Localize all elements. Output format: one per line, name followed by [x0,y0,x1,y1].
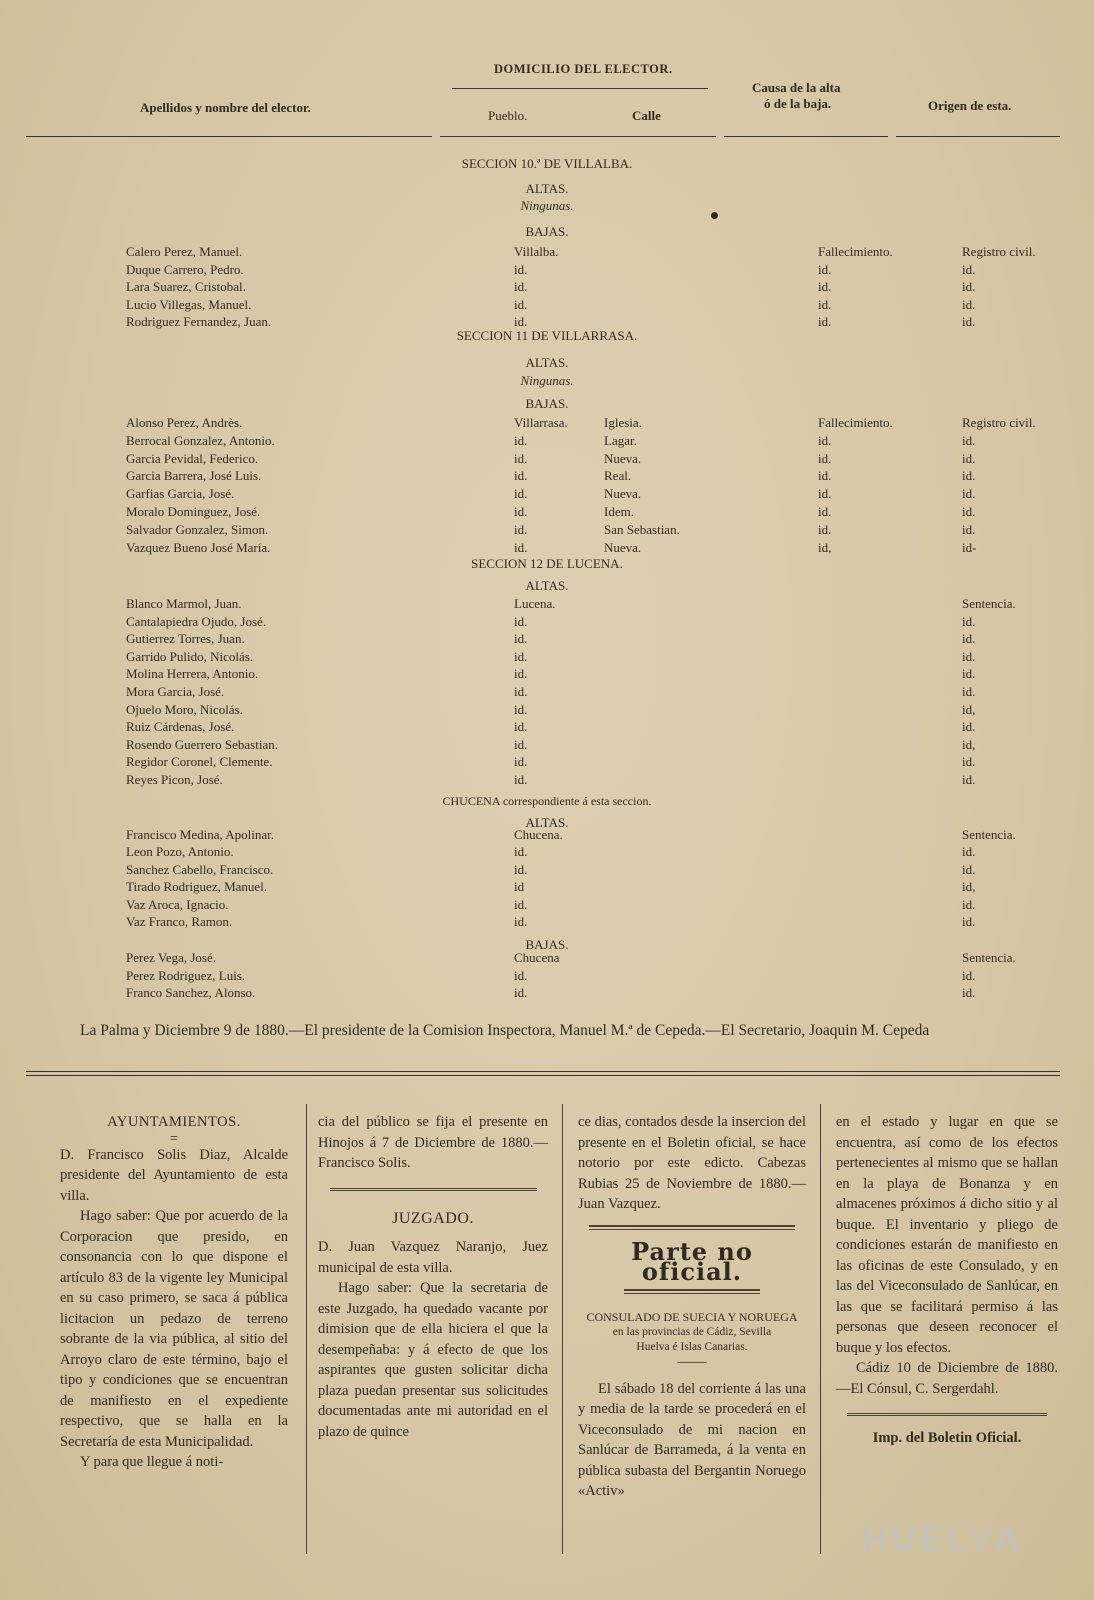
pueblo-cell: id. [514,521,528,537]
elector-name: Tirado Rodriguez, Manuel. [126,879,268,895]
origen-cell: Sentencia. [962,950,1016,965]
footer-rule [26,1071,1060,1072]
table-row [0,297,1094,315]
table-row [0,649,1094,667]
juez-paragraph: D. Juan Vazquez Naranjo, Juez municipal de esta villa. [318,1239,548,1276]
elector-name: Blanco Marmol, Juan. [126,596,242,611]
footer-rule-2 [26,1075,1060,1076]
causa-cell: Fallecimiento. [818,415,893,430]
table-row [0,719,1094,737]
origen-cell: id. [962,772,976,787]
table-row [0,279,1094,297]
domicilio-rule [452,88,708,89]
ink-spot [711,212,718,219]
causa-cell: id. [818,504,832,519]
origen-cell: id- [962,539,977,555]
section-10-ningunas: Ningunas. [520,198,574,213]
pueblo-cell: id. [514,914,528,929]
consul-signature: Cádiz 10 de Diciembre de 1880.—El Cónsul, C. Sergerdahl. [836,1360,1058,1397]
column-divider-3 [820,1104,821,1554]
table-row [0,433,1094,451]
juzgado-title: JUZGADO. [392,1209,474,1227]
pueblo-cell: id. [514,486,528,502]
edicto-paragraph: ce dias, contados desde la insercion del presente en el Boletin oficial, se hace notorio por este edicto. Cabezas Rubias 25 de Noviembre de 1880.—Juan Vazquez. [578,1114,806,1212]
table-row [0,684,1094,702]
origen-cell: id. [962,914,976,929]
causa-cell: id. [818,468,832,484]
hinojos-paragraph: cia del público se fija el presente en Hinojos á 7 de Diciembre de 1880.—Francisco Solis. [318,1114,548,1171]
elector-name: Reyes Picon, José. [126,772,223,787]
calle-cell: Idem. [604,504,634,519]
elector-name: Perez Vega, José. [126,950,217,965]
pueblo-cell: id [514,879,525,895]
elector-name: Leon Pozo, Antonio. [126,844,234,860]
causa-cell: id. [818,261,832,277]
table-row [0,451,1094,469]
pueblo-cell: Lucena. [514,596,556,611]
origen-cell: id. [962,486,976,502]
pueblo-cell: id. [514,279,528,294]
column-juzgado [318,1112,548,1442]
calle-cell: San Sebastian. [604,521,680,537]
pueblo-cell: id. [514,468,528,484]
origen-cell: id, [962,879,976,895]
pueblo-cell: id. [514,539,528,555]
table-row [0,486,1094,504]
calle-cell: Nueva. [604,450,642,466]
origen-cell: id. [962,450,976,466]
origen-cell: id, [962,736,976,752]
table-row [0,540,1094,558]
table-row [0,844,1094,862]
elector-name: Duque Carrero, Pedro. [126,261,244,277]
table-row [0,862,1094,880]
table-row [0,522,1094,540]
causa-cell: Fallecimiento. [818,244,893,259]
origen-cell: id. [962,985,976,1000]
column-ayuntamientos [60,1112,288,1473]
domicilio-header: DOMICILIO DEL ELECTOR. [494,62,673,76]
title-dash: = [169,1130,179,1147]
calle-header: Calle [632,108,661,123]
causa-cell: id. [818,279,832,294]
elector-name: Sanchez Cabello, Francisco. [126,861,274,877]
origen-cell: id. [962,861,976,877]
causa-cell: id. [818,521,832,537]
origen-cell: id. [962,432,976,448]
consulado-dash: —— [677,1353,707,1370]
table-row [0,666,1094,684]
pueblo-cell: id. [514,772,528,787]
header-rule-4 [896,136,1060,137]
causa-cell: id, [818,539,832,555]
elector-name: Cantalapiedra Ojudo, José. [126,613,267,629]
calle-cell: Iglesia. [604,415,642,430]
table-row [0,614,1094,632]
table-row [0,702,1094,720]
section-10-bajas: BAJAS. [525,224,569,239]
origen-cell: id, [962,701,976,717]
elector-name: Mora Garcia, José. [126,684,225,699]
para-que-paragraph: Y para que llegue á noti- [80,1454,224,1470]
origen-cell: id. [962,261,976,277]
origen-cell: Sentencia. [962,596,1016,611]
section-11-bajas: BAJAS. [525,396,569,411]
causa-cell: id. [818,314,832,329]
column-divider-1 [306,1104,307,1554]
pueblo-cell: id. [514,967,528,983]
calle-cell: Nueva. [604,486,642,502]
pueblo-cell: Villalba. [514,244,559,259]
origen-cell: id. [962,754,976,770]
pueblo-cell: id. [514,719,528,735]
header-rule-2 [440,136,716,137]
origen-cell: id. [962,844,976,860]
elector-name: Berrocal Gonzalez, Antonio. [126,432,275,448]
pueblo-cell: Chucena. [514,827,563,842]
elector-name: Vaz Aroca, Ignacio. [126,896,229,912]
table-row [0,897,1094,915]
table-row [0,827,1094,845]
causa-header-line2: ó de la baja. [764,96,832,111]
section-10-altas: ALTAS. [525,181,569,196]
elector-name: Calero Perez, Manuel. [126,244,243,259]
table-row [0,968,1094,986]
column-parte-no-oficial [578,1112,806,1502]
origen-cell: id. [962,279,976,294]
pueblo-cell: id. [514,504,528,519]
origen-cell: id. [962,521,976,537]
parte-no-oficial-title: Parte no oficial. [631,1236,753,1286]
chucena-altas: ALTAS. [525,815,569,830]
pueblo-cell: id. [514,432,528,448]
section-11-altas: ALTAS. [525,355,569,370]
calle-cell: Real. [604,468,632,484]
causa-cell: id. [818,450,832,466]
origen-cell: id. [962,613,976,629]
huelva-watermark: HUELVA [862,1518,1023,1559]
pueblo-cell: id. [514,631,528,647]
causa-header-line1: Causa de la alta [752,80,841,95]
origen-cell: id. [962,504,976,519]
elector-name: Garrido Pulido, Nicolás. [126,648,254,664]
signature-paragraph: La Palma y Diciembre 9 de 1880.—El presidente de la Comision Inspectora, Manuel M.ª de Cepeda.—El Secretario, Joaquin M. Cepeda [80,1022,930,1039]
origen-cell: id. [962,631,976,647]
table-row [0,468,1094,486]
pueblo-cell: id. [514,666,528,682]
pueblo-cell: id. [514,648,528,664]
pueblo-cell: id. [514,684,528,699]
pueblo-cell: id. [514,985,528,1000]
origen-cell: id. [962,648,976,664]
secretaria-paragraph: Hago saber: Que la secretaria de este Juzgado, ha quedado vacante por dimision que de ella hiciera el que la desempeñaba: y á efecto de que los aspirantes que gusten solicitar dicha plaza puedan presentar sus solicitudes documentadas ante mi autoridad en el plazo de quince [318,1280,548,1440]
causa-cell: id. [818,486,832,502]
chucena-note: CHUCENA correspondiente á esta seccion. [442,794,652,808]
pueblo-cell: Villarrasa. [514,415,568,430]
origen-cell: id. [962,666,976,682]
elector-name: Franco Sanchez, Alonso. [126,985,256,1000]
table-row [0,737,1094,755]
causa-cell: id. [818,296,832,312]
origen-cell: Registro civil. [962,415,1036,430]
ornament-rule [330,1188,537,1191]
elector-name: Alonso Perez, Andrès. [126,415,243,430]
header-rule-3 [724,136,888,137]
column-consulado-cont [836,1112,1058,1449]
ornament-rule-2 [589,1225,794,1230]
pueblo-cell: id. [514,314,528,329]
elector-name: Perez Rodriguez, Luis. [126,967,246,983]
pueblo-cell: id. [514,613,528,629]
table-row [0,950,1094,968]
elector-name: Vazquez Bueno José María. [126,539,271,555]
table-row [0,879,1094,897]
section-10-title: SECCION 10.ª DE VILLALBA. [461,156,633,171]
table-row [0,415,1094,433]
table-row [0,985,1094,1003]
elector-name: Gutierrez Torres, Juan. [126,631,245,647]
origen-cell: id. [962,314,976,329]
pueblo-cell: id. [514,896,528,912]
table-row [0,244,1094,262]
imprint: Imp. del Boletin Oficial. [872,1430,1022,1446]
section-12-title: SECCION 12 DE LUCENA. [471,556,623,571]
section-11-title: SECCION 11 DE VILLARRASA. [456,328,638,343]
hago-saber-paragraph: Hago saber: Que por acuerdo de la Corporacion que presido, en consonancia con lo que dispone el artículo 83 de la vigente ley Municipal en su caso primero, se saca á pública licitacion un pedazo de terreno sobrante de la via pública, al sitio del Arroyo claro de este término, bajo el tipo y condiciones que se encuentran de manifiesto en el expediente respectivo, que se halla en la Secretaría de esta Municipalidad. [60,1208,288,1450]
elector-name: Ruiz Cárdenas, José. [126,719,235,735]
table-row [0,596,1094,614]
elector-name: Rosendo Guerrero Sebastian. [126,736,278,752]
elector-name: Lucio Villegas, Manuel. [126,296,252,312]
table-row [0,504,1094,522]
origen-cell: id. [962,468,976,484]
causa-cell: id. [818,432,832,448]
elector-name: Vaz Franco, Ramon. [126,914,233,929]
apellidos-header: Apellidos y nombre del elector. [140,100,311,115]
table-row [0,772,1094,790]
table-row [0,631,1094,649]
consulado-sub1: en las provincias de Cádiz, Sevilla [612,1325,772,1338]
calle-cell: Nueva. [604,539,642,555]
origen-cell: Registro civil. [962,244,1036,259]
subasta-paragraph: El sábado 18 del corriente á las una y media de la tarde se procederá en el Viceconsulado de mi nacion en Sanlúcar de Barrameda, á la venta en pública subasta del Bergantin Noruego «Activ» [578,1380,806,1499]
origen-cell: id. [962,296,976,312]
section-12-altas: ALTAS. [525,578,569,593]
calle-cell: Lagar. [604,432,637,448]
elector-name: Molina Herrera, Antonio. [126,666,259,682]
elector-name: Rodriguez Fernandez, Juan. [126,314,272,329]
estado-paragraph: en el estado y lugar en que se encuentra, así como de los efectos pertenecientes al mismo que se hallan en la playa de Bonanza y en almacenes próximos á dicho sitio y al buque. El inventario y pliego de condiciones estarán de manifiesto en las oficinas de este Consulado, y en las del Viceconsulado de Sanlúcar, en las que se facilitará permiso á las personas que deseen reconocer el buque y los efectos. [836,1114,1058,1356]
alcalde-paragraph: D. Francisco Solis Diaz, Alcalde presidente del Ayuntamiento de esta villa. [60,1146,288,1204]
origen-cell: id. [962,896,976,912]
origen-header: Origen de esta. [928,98,1012,113]
section-11-ningunas: Ningunas. [520,373,574,388]
chucena-bajas: BAJAS. [525,937,569,952]
ornament-rule-4 [847,1413,1047,1416]
origen-cell: id. [962,967,976,983]
header-rule-1 [26,136,432,137]
origen-cell: Sentencia. [962,827,1016,842]
pueblo-cell: id. [514,450,528,466]
pueblo-header: Pueblo. [488,108,528,123]
elector-name: Salvador Gonzalez, Simon. [126,521,269,537]
pueblo-cell: id. [514,736,528,752]
origen-cell: id. [962,684,976,699]
elector-name: Garcia Pevidal, Federico. [126,450,259,466]
table-row [0,914,1094,932]
pueblo-cell: id. [514,261,528,277]
elector-name: Regidor Coronel, Clemente. [126,754,273,770]
consulado-title: CONSULADO DE SUECIA Y NORUEGA [586,1309,798,1324]
pueblo-cell: Chucena [514,950,560,965]
table-row [0,262,1094,280]
pueblo-cell: id. [514,861,528,877]
pueblo-cell: id. [514,754,528,770]
column-divider-2 [562,1104,563,1554]
elector-name: Moralo Dominguez, José. [126,504,261,519]
elector-name: Garfias Garcia, José. [126,486,235,502]
pueblo-cell: id. [514,296,528,312]
origen-cell: id. [962,719,976,735]
pueblo-cell: id. [514,701,528,717]
elector-name: Garcia Barrera, José Luis. [126,468,262,484]
table-row [0,754,1094,772]
consulado-sub2: Huelva é Islas Canarias. [636,1340,748,1353]
ayuntamientos-title: AYUNTAMIENTOS. [107,1114,241,1130]
elector-name: Lara Suarez, Cristobal. [126,279,246,294]
pueblo-cell: id. [514,844,528,860]
elector-name: Francisco Medina, Apolinar. [126,827,275,842]
elector-name: Ojuelo Moro, Nicolás. [126,701,243,717]
ornament-rule-3 [624,1289,761,1294]
